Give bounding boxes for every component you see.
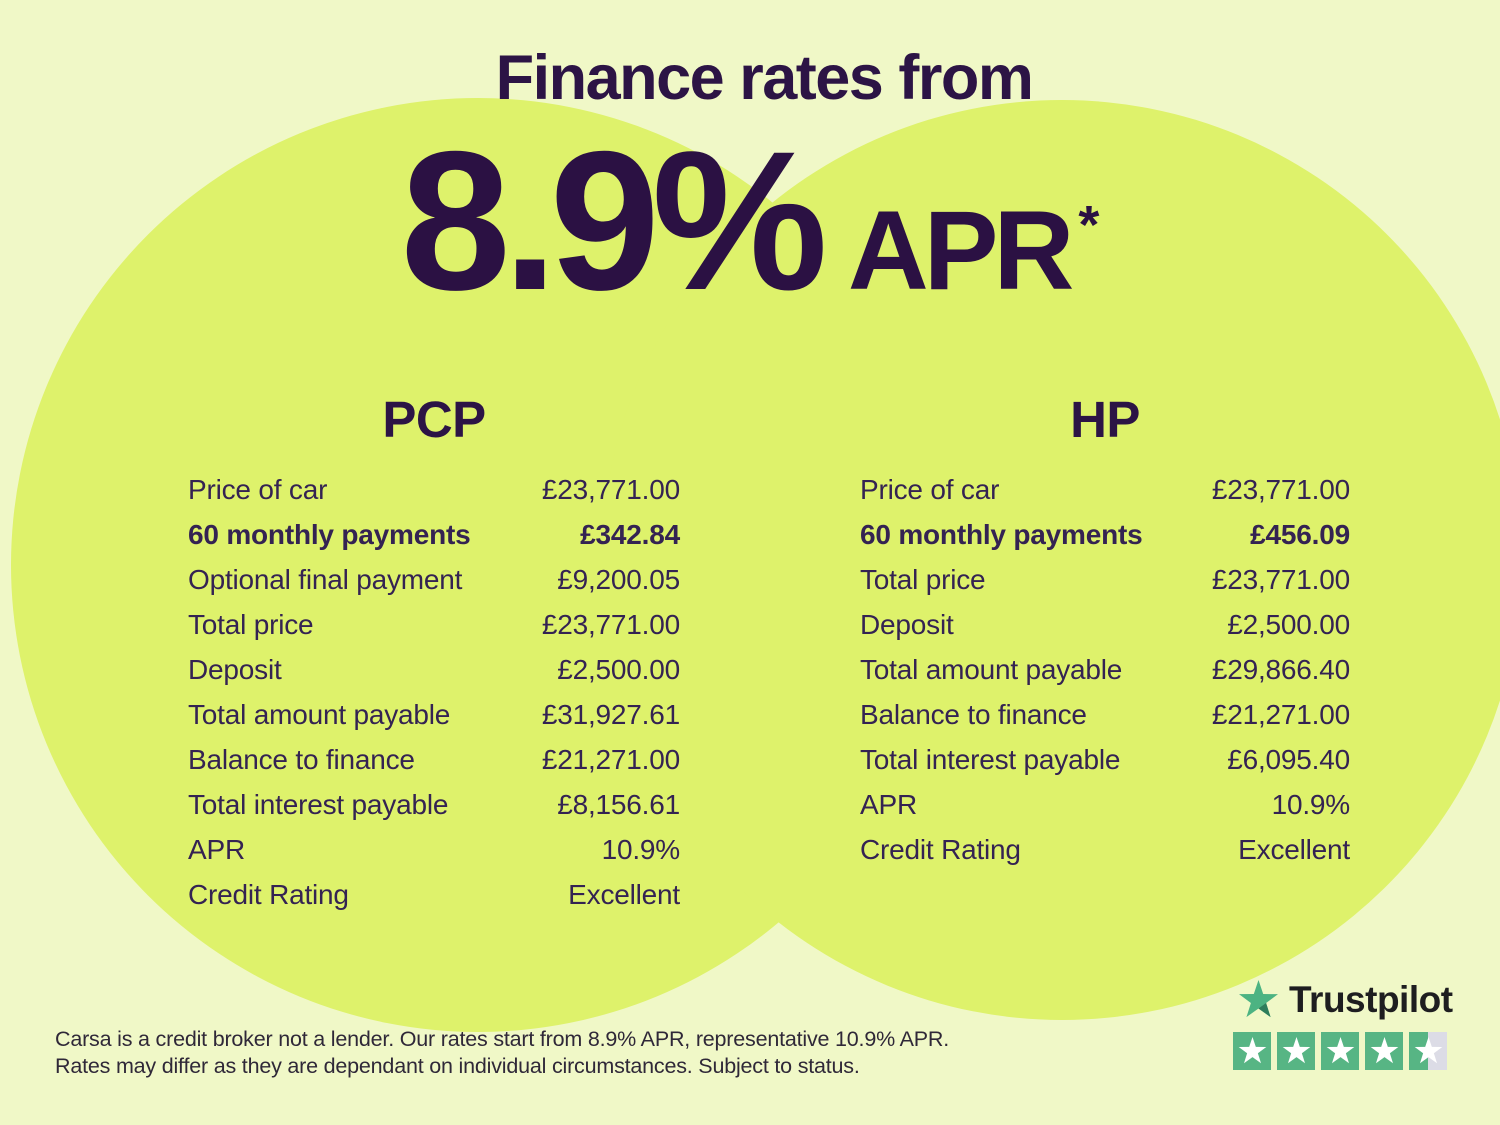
row-value: £2,500.00 <box>557 653 680 685</box>
pcp-table <box>188 391 680 917</box>
table-row <box>188 557 680 602</box>
row-value: £456.09 <box>1250 518 1350 550</box>
row-value: £29,866.40 <box>1211 653 1350 685</box>
row-label: APR <box>860 788 917 820</box>
row-label: Credit Rating <box>860 833 1021 865</box>
row-value: £23,771.00 <box>541 608 680 640</box>
table-row <box>860 557 1350 602</box>
headline-rate <box>0 110 1500 331</box>
table-row <box>188 827 680 872</box>
row-value: £31,927.61 <box>541 698 680 730</box>
row-label: Balance to finance <box>188 743 415 775</box>
row-label: Optional final payment <box>188 563 463 595</box>
disclaimer-line-1: Carsa is a credit broker not a lender. Our rates start from 8.9% APR, representative 10.9% APR. <box>55 1027 949 1051</box>
row-value: £9,200.05 <box>557 563 680 595</box>
row-value: £8,156.61 <box>557 788 680 820</box>
table-row <box>188 467 680 512</box>
row-value: £23,771.00 <box>1211 473 1350 505</box>
row-value: £21,271.00 <box>1211 698 1350 730</box>
table-row <box>188 782 680 827</box>
disclaimer-line-2: Rates may differ as they are dependant on individual circumstances. Subject to status. <box>55 1054 860 1078</box>
row-label: 60 monthly payments <box>188 518 471 550</box>
table-row <box>860 647 1350 692</box>
rating-star-icon <box>1321 1032 1359 1070</box>
table-row <box>860 782 1350 827</box>
table-row <box>860 737 1350 782</box>
table-row <box>188 737 680 782</box>
row-label: Total interest payable <box>860 743 1121 775</box>
row-value: £6,095.40 <box>1227 743 1350 775</box>
row-label: Total price <box>860 563 986 595</box>
row-value: £21,271.00 <box>541 743 680 775</box>
page-title: Finance rates from <box>495 43 1033 113</box>
trustpilot-wordmark: Trustpilot <box>1289 979 1453 1020</box>
rating-star-icon <box>1365 1032 1403 1070</box>
row-label: Total interest payable <box>188 788 449 820</box>
row-value: Excellent <box>1238 833 1350 865</box>
table-row <box>860 512 1350 557</box>
row-value: £23,771.00 <box>541 473 680 505</box>
row-label: 60 monthly payments <box>860 518 1143 550</box>
table-row <box>860 602 1350 647</box>
rating-half-star-icon <box>1409 1032 1447 1070</box>
table-row <box>860 692 1350 737</box>
legal-disclaimer <box>55 1026 949 1080</box>
trustpilot-rating-4-5 <box>1233 1032 1447 1070</box>
row-value: 10.9% <box>1271 788 1350 820</box>
row-label: Total price <box>188 608 314 640</box>
row-value: Excellent <box>568 878 680 910</box>
row-label: Total amount payable <box>188 698 451 730</box>
table-row <box>188 692 680 737</box>
row-value: £2,500.00 <box>1227 608 1350 640</box>
table-row <box>188 872 680 917</box>
row-label: Price of car <box>860 473 1000 505</box>
row-label: Deposit <box>188 653 282 685</box>
rating-star-icon <box>1277 1032 1315 1070</box>
table-row <box>860 827 1350 872</box>
row-label: Balance to finance <box>860 698 1087 730</box>
row-value: 10.9% <box>601 833 680 865</box>
row-label: APR <box>188 833 245 865</box>
table-row <box>188 602 680 647</box>
row-label: Total amount payable <box>860 653 1123 685</box>
trustpilot-star-icon <box>1238 980 1279 1021</box>
hp-table <box>860 391 1350 872</box>
pcp-header: PCP <box>382 391 486 448</box>
table-row <box>188 512 680 557</box>
row-label: Price of car <box>188 473 328 505</box>
rating-star-icon <box>1233 1032 1271 1070</box>
rate-footnote-marker: * <box>1078 195 1100 255</box>
row-value: £23,771.00 <box>1211 563 1350 595</box>
row-label: Deposit <box>860 608 954 640</box>
rate-value: 8.9% <box>400 110 820 331</box>
row-label: Credit Rating <box>188 878 349 910</box>
rate-unit: APR <box>847 188 1070 313</box>
trustpilot-logo <box>1238 979 1453 1021</box>
hp-header: HP <box>1070 391 1140 448</box>
table-row <box>860 467 1350 512</box>
table-row <box>188 647 680 692</box>
row-value: £342.84 <box>580 518 680 550</box>
